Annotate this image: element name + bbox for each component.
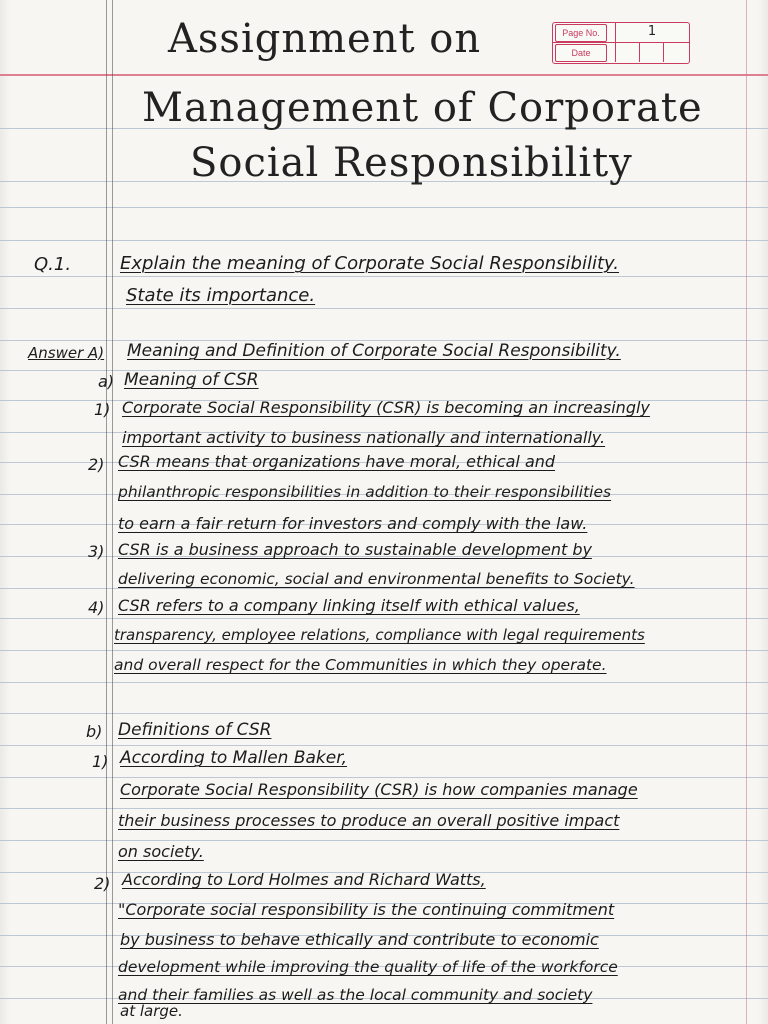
page-no-value: 1 (647, 24, 657, 39)
point-number: 2) (88, 455, 105, 474)
ruled-line (0, 308, 768, 309)
point-number: 4) (88, 598, 105, 617)
title-line-1: Assignment on (168, 16, 482, 62)
question-label: Q.1. (34, 254, 72, 275)
ruled-line (0, 207, 768, 208)
ruled-line (0, 713, 768, 714)
ruled-line (0, 682, 768, 683)
answer-label: Answer A) (28, 344, 105, 362)
definition-line: According to Mallen Baker, (120, 748, 348, 768)
margin-line (112, 0, 113, 1024)
point-line: CSR refers to a company linking itself with ethical values, (118, 596, 580, 615)
definition-line: and their families as well as the local community and society (118, 986, 593, 1004)
ruled-line (0, 777, 768, 778)
point-number: 3) (88, 542, 105, 561)
point-line: delivering economic, social and environmental benefits to Society. (118, 570, 635, 588)
sub-a-label: a) (98, 372, 115, 391)
point-line: philanthropic responsibilities in addition to their responsibilities (118, 483, 612, 501)
definition-line: development while improving the quality of life of the workforce (118, 958, 618, 976)
sub-b-label: b) (86, 722, 103, 741)
sub-a-title: Meaning of CSR (124, 370, 259, 390)
answer-heading: Meaning and Definition of Corporate Social Responsibility. (127, 341, 621, 361)
title-line-2: Management of Corporate (142, 85, 703, 131)
margin-line (106, 0, 107, 1024)
page-no-label: Page No. (555, 24, 607, 42)
definition-number: 2) (94, 874, 111, 893)
point-number: 1) (94, 400, 111, 419)
point-line: Corporate Social Responsibility (CSR) is becoming an increasingly (122, 398, 650, 417)
ruled-line (0, 276, 768, 277)
ruled-line (0, 745, 768, 746)
definition-line: at large. (120, 1002, 183, 1020)
ruled-line (0, 240, 768, 241)
definition-number: 1) (92, 752, 109, 771)
page-number-box (552, 22, 690, 64)
point-line: important activity to business nationally and internationally. (122, 428, 606, 447)
ruled-line (0, 74, 768, 76)
definition-line: "Corporate social responsibility is the continuing commitment (118, 900, 615, 919)
definition-line: their business processes to produce an overall positive impact (118, 811, 620, 830)
ruled-line (0, 370, 768, 371)
ruled-line (0, 588, 768, 589)
date-label: Date (555, 44, 607, 62)
point-line: to earn a fair return for investors and comply with the law. (118, 514, 588, 533)
point-line: CSR is a business approach to sustainable development by (118, 540, 592, 559)
ruled-line (0, 650, 768, 651)
ruled-line (0, 618, 768, 619)
point-line: transparency, employee relations, compliance with legal requirements (114, 626, 645, 644)
point-line: CSR means that organizations have moral, ethical and (118, 452, 556, 471)
ruled-line (0, 808, 768, 809)
margin-line (746, 0, 747, 1024)
question-line-1: Explain the meaning of Corporate Social Responsibility. (120, 253, 619, 274)
ruled-line (0, 840, 768, 841)
point-line: and overall respect for the Communities in which they operate. (114, 656, 607, 674)
definition-line: on society. (118, 842, 204, 861)
title-line-3: Social Responsibility (190, 140, 633, 186)
sub-b-title: Definitions of CSR (118, 720, 272, 740)
definition-line: Corporate Social Responsibility (CSR) is how companies manage (120, 780, 638, 799)
definition-line: According to Lord Holmes and Richard Watts, (122, 870, 486, 889)
question-line-2: State its importance. (126, 285, 316, 306)
definition-line: by business to behave ethically and contribute to economic (120, 930, 599, 949)
